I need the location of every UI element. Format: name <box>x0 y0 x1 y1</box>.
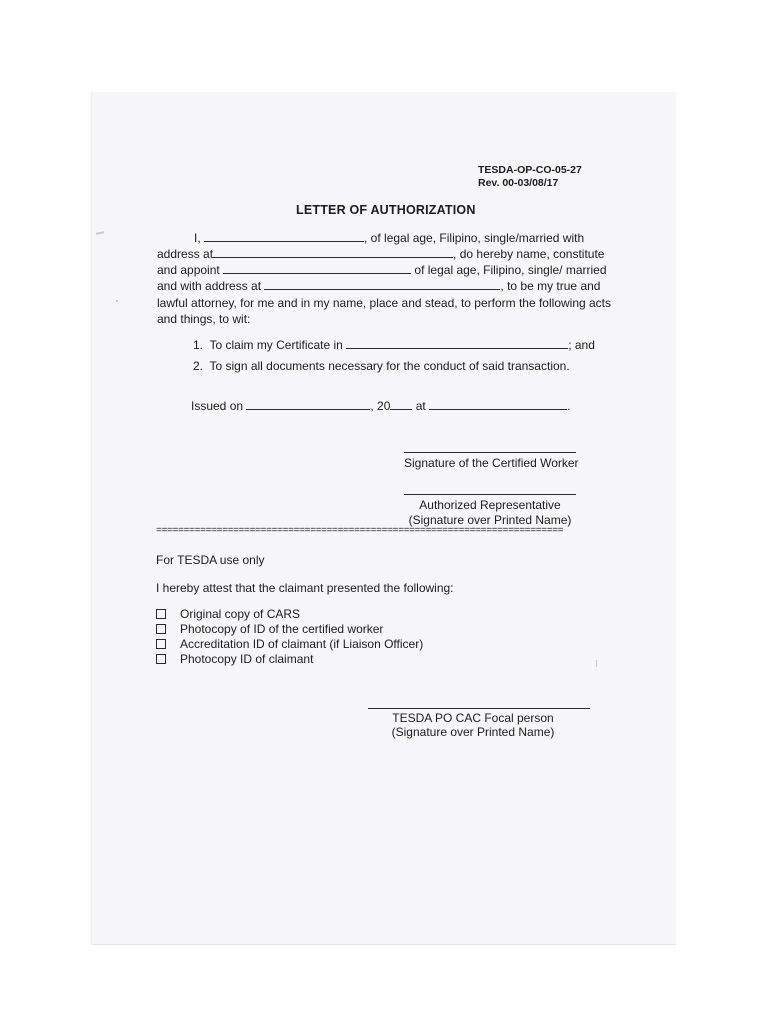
issued-end: . <box>567 399 571 413</box>
body-line-4 <box>157 278 600 294</box>
item-2-text: To sign all documents necessary for the conduct of said transaction. <box>209 359 570 373</box>
body-line-2-start: address at <box>157 247 214 261</box>
issued-line <box>191 398 570 414</box>
section-divider: ========================================================================== <box>156 527 564 537</box>
scan-speck <box>116 300 118 302</box>
focal-person-sublabel: (Signature over Printed Name) <box>391 725 555 739</box>
item-1-number: 1. <box>193 338 204 352</box>
checklist-label: Original copy of CARS <box>180 607 301 621</box>
issued-date-blank[interactable] <box>246 398 370 410</box>
scan-speck <box>596 660 597 667</box>
item-1-end: ; and <box>568 338 595 352</box>
document-title: LETTER OF AUTHORIZATION <box>296 203 476 217</box>
representative-signature-line[interactable] <box>404 494 576 495</box>
focal-signature-line[interactable] <box>368 708 590 709</box>
scanned-document-page <box>91 92 676 945</box>
representative-sublabel: (Signature over Printed Name) <box>408 513 572 527</box>
checklist-label: Photocopy of ID of the certified worker <box>180 622 384 636</box>
tesda-use-heading: For TESDA use only <box>156 553 265 567</box>
body-line-2-end: , do hereby name, constitute <box>453 247 605 261</box>
attest-statement: I hereby attest that the claimant presented the following: <box>156 581 454 595</box>
address-blank[interactable] <box>213 246 453 258</box>
body-line-2 <box>157 246 604 262</box>
form-code: TESDA-OP-CO-05-27 <box>478 164 582 176</box>
focal-person-label: TESDA PO CAC Focal person <box>392 711 554 725</box>
checklist-label: Photocopy ID of claimant <box>180 652 314 666</box>
appointee-address-blank[interactable] <box>264 278 500 290</box>
checkbox[interactable] <box>156 639 166 649</box>
worker-signature-line[interactable] <box>404 452 576 453</box>
representative-label: Authorized Representative <box>419 498 561 512</box>
body-line-6: and things, to wit: <box>157 312 251 326</box>
item-2 <box>193 358 570 374</box>
item-2-number: 2. <box>193 359 204 373</box>
body-line-1-end: , of legal age, Filipino, single/married with <box>364 231 585 245</box>
appointee-blank[interactable] <box>223 262 411 274</box>
checklist-label: Accreditation ID of claimant (if Liaison Officer) <box>180 637 424 651</box>
checklist-item <box>156 637 423 652</box>
issued-place-blank[interactable] <box>429 398 567 410</box>
item-1 <box>193 337 595 353</box>
checklist-item <box>156 652 313 667</box>
checklist-item <box>156 607 300 622</box>
item-1-text: To claim my Certificate in <box>209 338 343 352</box>
body-line-4-start: and with address at <box>157 279 262 293</box>
certificate-blank[interactable] <box>346 337 568 349</box>
name-blank[interactable] <box>204 230 364 242</box>
body-line-5: lawful attorney, for me and in my name, place and stead, to perform the following acts <box>157 296 612 310</box>
issued-label: Issued on <box>191 399 244 413</box>
body-line-4-end: , to be my true and <box>500 279 601 293</box>
issued-year-prefix: , 20 <box>370 399 391 413</box>
body-line-3-end: of legal age, Filipino, single/ married <box>414 263 607 277</box>
checkbox[interactable] <box>156 624 166 634</box>
body-line-3 <box>157 262 607 278</box>
checkbox[interactable] <box>156 609 166 619</box>
checkbox[interactable] <box>156 654 166 664</box>
worker-signature-label: Signature of the Certified Worker <box>404 456 579 470</box>
checklist-item <box>156 622 383 637</box>
body-line-3-start: and appoint <box>157 263 220 277</box>
body-line-1 <box>194 230 584 246</box>
form-revision: Rev. 00-03/08/17 <box>478 177 559 189</box>
body-line-1-start: I, <box>194 231 201 245</box>
issued-at-label: at <box>415 399 426 413</box>
issued-year-blank[interactable] <box>390 398 412 410</box>
